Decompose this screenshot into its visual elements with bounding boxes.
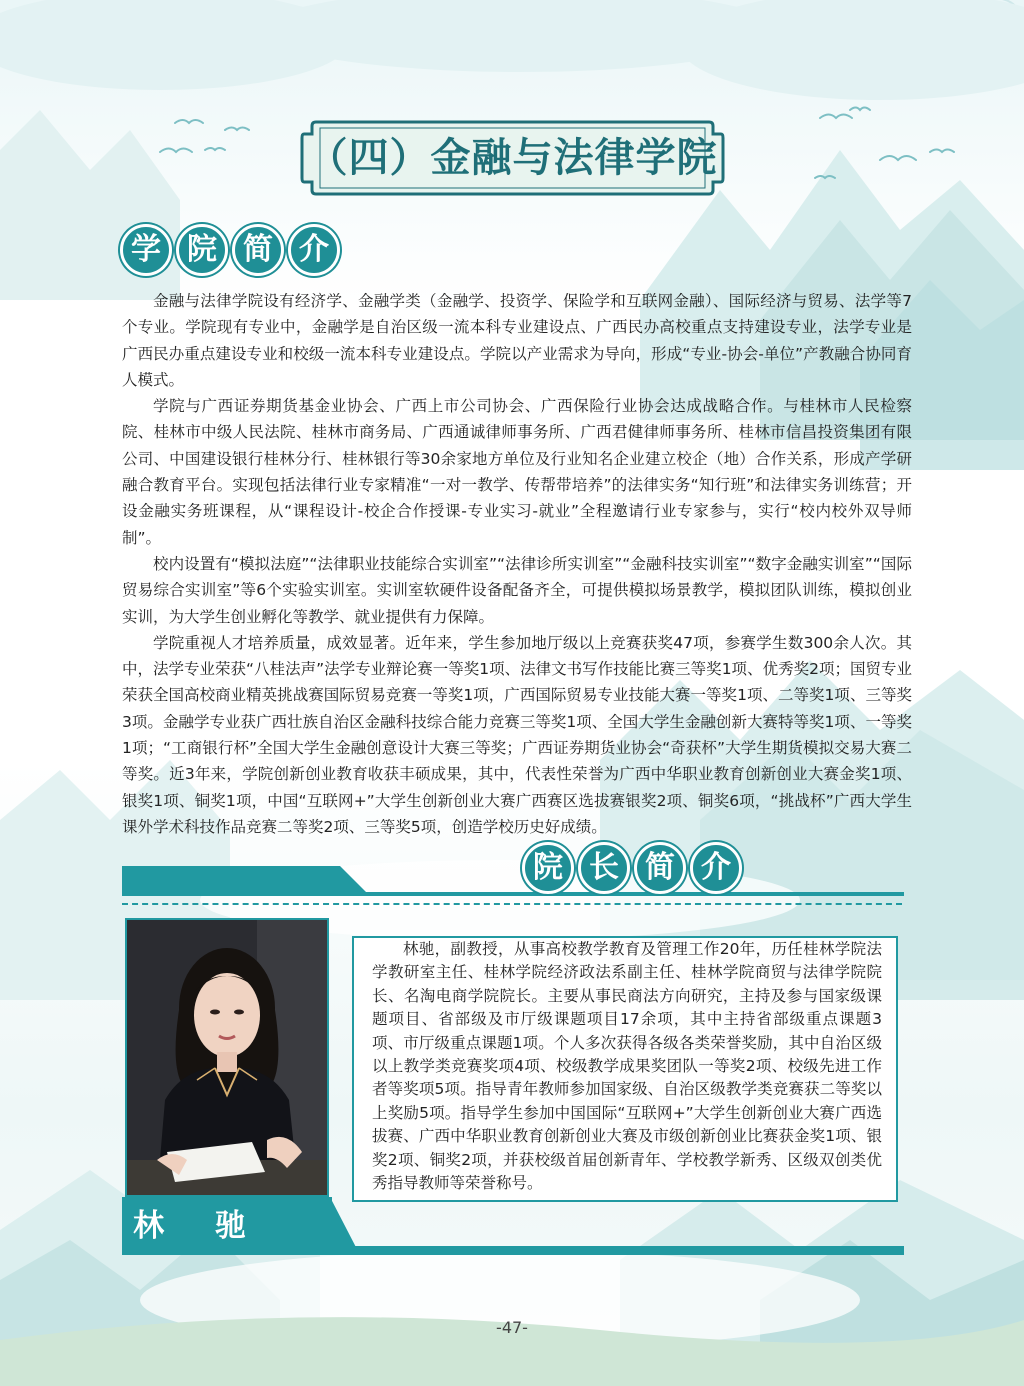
section-dash-line: [122, 903, 902, 905]
dean-photo: [125, 918, 329, 1197]
portrait-illustration: [127, 920, 327, 1195]
heading-char: 学: [120, 224, 172, 276]
page-number: -47-: [496, 1318, 528, 1337]
heading-char: 简: [232, 224, 284, 276]
heading-char: 院: [522, 842, 574, 894]
heading-char: 介: [690, 842, 742, 894]
top-mist: [0, 0, 1024, 100]
name-bar-rule: [352, 1246, 904, 1255]
title-banner: [300, 120, 725, 196]
heading-char: 院: [176, 224, 228, 276]
dean-name: 林 驰: [133, 1208, 266, 1244]
dean-bio: 林驰，副教授，从事高校教学教育及管理工作20年，历任桂林学院法学教研室主任、桂林学院经济政法系副主任、桂林学院商贸与法律学院院长、名淘电商学院院长。主要从事民商法方向研究，主持及参与国家级课题项目、省部级及市厅级课题项目17余项，其中主持省部级重点课题3项、市厅级重点课题1项。个人多次获得各级各类荣誉奖励，其中自治区级以上教学类竞赛奖项4项、校级教学成果奖团队一等奖2项、校级先进工作者等奖项5项。指导青年教师参加国家级、自治区级教学类竞赛获二等奖以上奖励5项。指导学生参加中国国际“互联网+”大学生创新创业大赛广西选拔赛、广西中华职业教育创新创业大赛及市级创新创业比赛获金奖1项、银奖2项、铜奖2项，并获校级首届创新青年、学校教学新秀、区级双创类优秀指导教师等荣誉称号。: [372, 940, 882, 1193]
intro-paragraph: 金融与法律学院设有经济学、金融学类（金融学、投资学、保险学和互联网金融）、国际经济与贸易、法学等7个专业。学院现有专业中，金融学是自治区级一流本科专业建设点、广西民办高校重点支持建设专业，法学专业是广西民办重点建设专业和校级一流本科专业建设点。学院以产业需求为导向，形成“专业-协会-单位”产教融合协同育人模式。: [122, 292, 912, 389]
page-title: （四）金融与法律学院: [307, 135, 718, 181]
dean-heading: [522, 842, 742, 894]
heading-char: 长: [578, 842, 630, 894]
intro-paragraph: 学院重视人才培养质量，成效显著。近年来，学生参加地厅级以上竞赛获奖47项，参赛学生数300余人次。其中，法学专业荣获“八桂法声”法学专业辩论赛一等奖1项、法律文书写作技能比赛三等奖1项、优秀奖2项；国贸专业荣获全国高校商业精英挑战赛国际贸易竞赛一等奖1项，广西国际贸易专业技能大赛一等奖1项、二等奖1项、三等奖3项。金融学专业获广西壮族自治区金融科技综合能力竞赛三等奖1项、全国大学生金融创新大赛特等奖1项、一等奖1项；“工商银行杯”全国大学生金融创意设计大赛三等奖；广西证券期货业协会“奇获杯”大学生期货模拟交易大赛二等奖。近3年来，学院创新创业教育收获丰硕成果，其中，代表性荣誉为广西中华职业教育创新创业大赛金奖1项、银奖1项、铜奖1项，中国“互联网+”大学生创新创业大赛广西赛区选拔赛银奖2项、铜奖6项，“挑战杯”广西大学生课外学术科技作品竞赛二等奖2项、三等奖5项，创造学校历史好成绩。: [122, 633, 912, 836]
intro-body: [122, 288, 912, 840]
heading-char: 简: [634, 842, 686, 894]
intro-paragraph: 校内设置有“模拟法庭”“法律职业技能综合实训室”“法律诊所实训室”“金融科技实训室”“数字金融实训室”“国际贸易综合实训室”等6个实验实训室。实训室软硬件设备配备齐全，可提供模拟场景教学，模拟团队训练，模拟创业实训，为大学生创业孵化等教学、就业提供有力保障。: [122, 554, 912, 626]
intro-heading: [120, 224, 340, 276]
heading-char: 介: [288, 224, 340, 276]
intro-paragraph: 学院与广西证券期货基金业协会、广西上市公司协会、广西保险行业协会达成战略合作。与桂林市人民检察院、桂林市中级人民法院、桂林市商务局、广西通诚律师事务所、广西君健律师事务所、桂林市信昌投资集团有限公司、中国建设银行桂林分行、桂林银行等30余家地方单位及行业知名企业建立校企（地）合作关系，形成产学研融合教育平台。实现包括法律行业专家精准“一对一教学、传帮带培养”的法律实务“知行班”和法律实务训练营；开设金融实务班课程，从“课程设计-校企合作授课-专业实习-就业”全程邀请行业专家参与，实行“校内校外双导师制”。: [122, 397, 912, 547]
section-bar-left: [122, 866, 332, 896]
